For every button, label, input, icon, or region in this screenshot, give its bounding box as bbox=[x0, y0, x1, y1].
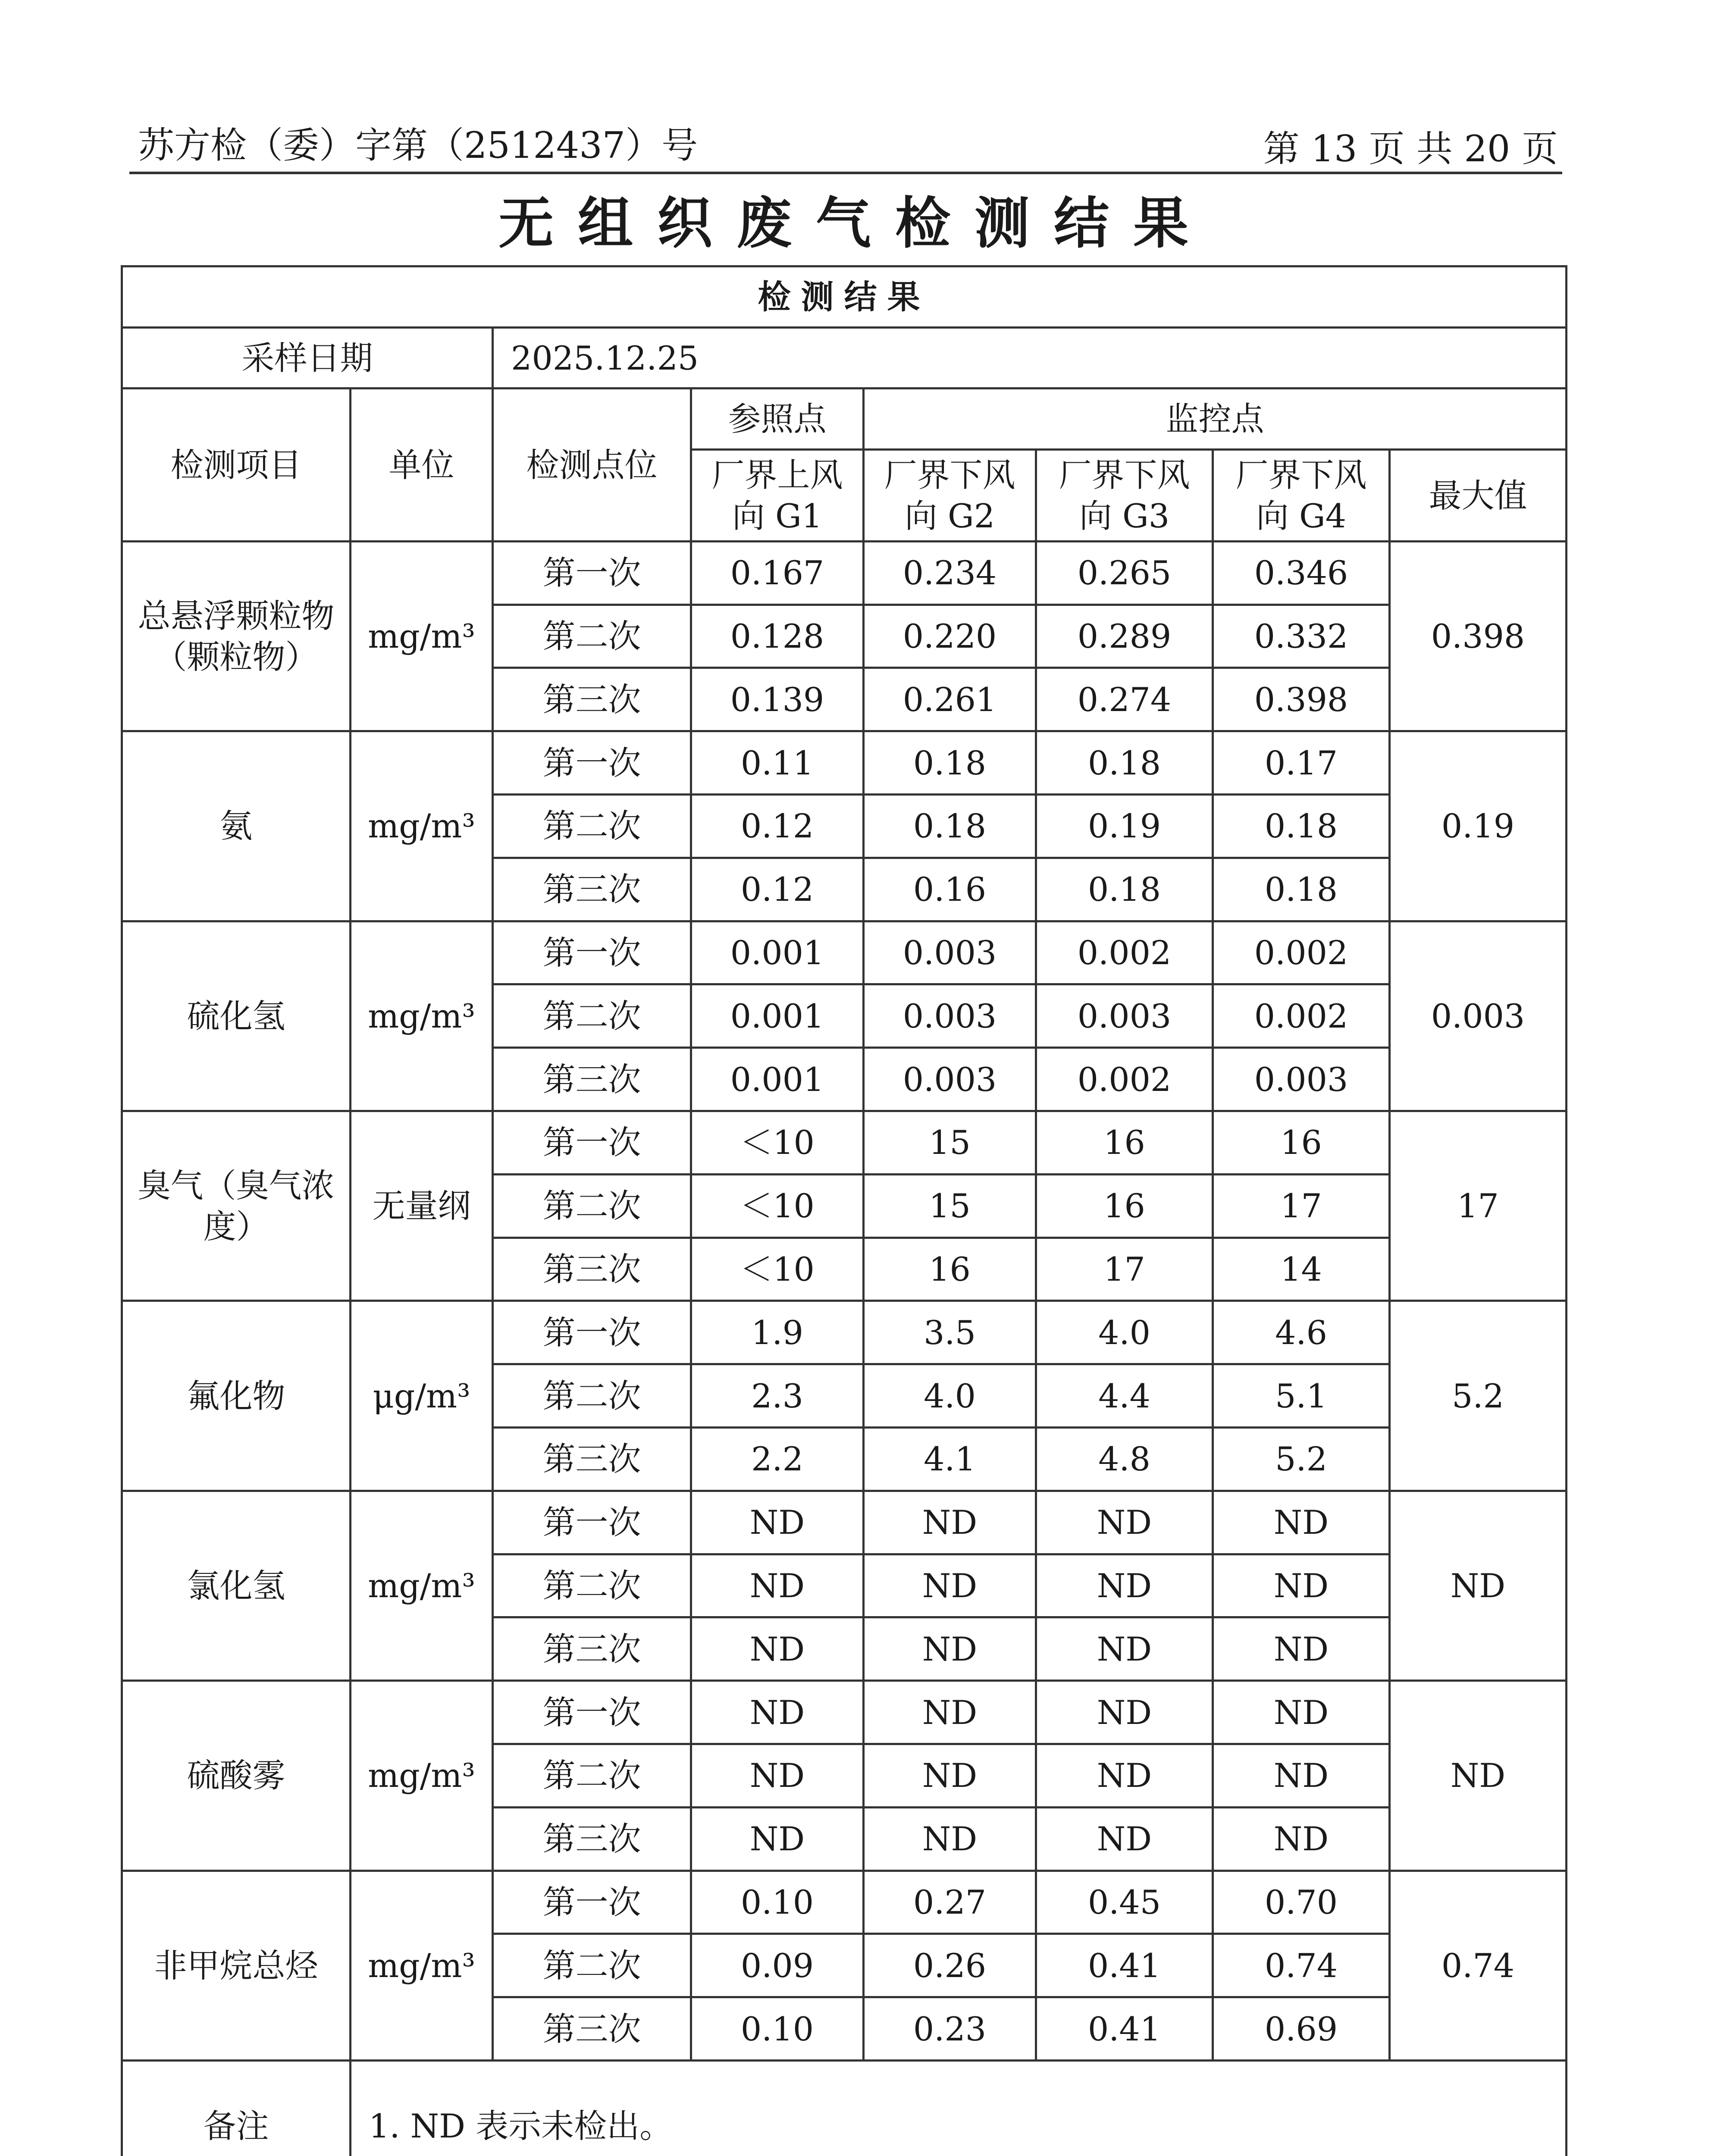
value-cell: 16 bbox=[864, 1238, 1036, 1301]
item-name: 硫化氢 bbox=[122, 921, 351, 1111]
value-cell: 15 bbox=[864, 1174, 1036, 1238]
value-cell: 4.1 bbox=[864, 1427, 1036, 1491]
sample-label: 第一次 bbox=[493, 1871, 691, 1934]
value-cell: 0.002 bbox=[1036, 921, 1213, 984]
notes-text: 1. ND 表示未检出。 bbox=[351, 2060, 1567, 2156]
value-cell: 0.002 bbox=[1213, 921, 1390, 984]
max-value: 5.2 bbox=[1390, 1301, 1567, 1491]
sample-label: 第一次 bbox=[493, 1681, 691, 1744]
item-unit: mg/m³ bbox=[351, 541, 493, 731]
item-name: 氨 bbox=[122, 731, 351, 921]
table-row bbox=[122, 731, 1567, 795]
sample-label: 第三次 bbox=[493, 858, 691, 921]
value-cell: ND bbox=[864, 1681, 1036, 1744]
sample-label: 第三次 bbox=[493, 1048, 691, 1111]
value-cell: 0.003 bbox=[864, 1048, 1036, 1111]
sample-label: 第二次 bbox=[493, 605, 691, 668]
sample-label: 第一次 bbox=[493, 921, 691, 984]
value-cell: ND bbox=[1036, 1491, 1213, 1554]
table-row bbox=[122, 1681, 1567, 1744]
value-cell: ND bbox=[864, 1617, 1036, 1681]
col-header-item: 检测项目 bbox=[122, 389, 351, 541]
value-cell: 0.41 bbox=[1036, 1934, 1213, 1997]
max-value: 17 bbox=[1390, 1111, 1567, 1300]
value-cell: ND bbox=[1213, 1554, 1390, 1617]
value-cell: ND bbox=[1036, 1744, 1213, 1807]
col-header-g1: 厂界上风向 G1 bbox=[691, 450, 864, 542]
value-cell: 0.398 bbox=[1213, 668, 1390, 731]
col-group-reference: 参照点 bbox=[691, 389, 864, 450]
sample-label: 第一次 bbox=[493, 1491, 691, 1554]
max-value: ND bbox=[1390, 1681, 1567, 1871]
sample-label: 第三次 bbox=[493, 1807, 691, 1871]
value-cell: ND bbox=[1213, 1744, 1390, 1807]
value-cell: 0.167 bbox=[691, 541, 864, 605]
sampling-date-label: 采样日期 bbox=[122, 327, 493, 389]
notes-label: 备注 bbox=[122, 2060, 351, 2156]
notes-row bbox=[122, 2060, 1567, 2156]
sample-label: 第二次 bbox=[493, 1554, 691, 1617]
value-cell: 0.11 bbox=[691, 731, 864, 795]
value-cell: 0.265 bbox=[1036, 541, 1213, 605]
value-cell: 1.9 bbox=[691, 1301, 864, 1364]
value-cell: 4.8 bbox=[1036, 1427, 1213, 1491]
value-cell: 0.002 bbox=[1213, 984, 1390, 1048]
value-cell: 17 bbox=[1213, 1174, 1390, 1238]
value-cell: ND bbox=[1036, 1617, 1213, 1681]
value-cell: 2.3 bbox=[691, 1364, 864, 1428]
value-cell: 0.003 bbox=[864, 921, 1036, 984]
table-caption: 检测结果 bbox=[122, 266, 1567, 328]
sample-label: 第三次 bbox=[493, 1238, 691, 1301]
value-cell: ND bbox=[1036, 1554, 1213, 1617]
value-cell: 0.289 bbox=[1036, 605, 1213, 668]
value-cell: 15 bbox=[864, 1111, 1036, 1174]
value-cell: 0.74 bbox=[1213, 1934, 1390, 1997]
value-cell: 0.18 bbox=[864, 795, 1036, 858]
value-cell: ＜10 bbox=[691, 1238, 864, 1301]
value-cell: ND bbox=[691, 1807, 864, 1871]
value-cell: ND bbox=[1213, 1617, 1390, 1681]
value-cell: 2.2 bbox=[691, 1427, 864, 1491]
item-name: 硫酸雾 bbox=[122, 1681, 351, 1871]
value-cell: 4.0 bbox=[1036, 1301, 1213, 1364]
value-cell: 0.09 bbox=[691, 1934, 864, 1997]
value-cell: ND bbox=[1213, 1491, 1390, 1554]
value-cell: 0.220 bbox=[864, 605, 1036, 668]
value-cell: 0.19 bbox=[1036, 795, 1213, 858]
value-cell: 17 bbox=[1036, 1238, 1213, 1301]
value-cell: 0.10 bbox=[691, 1871, 864, 1934]
value-cell: ND bbox=[864, 1807, 1036, 1871]
table-row bbox=[122, 921, 1567, 984]
sampling-date-value: 2025.12.25 bbox=[493, 327, 1567, 389]
item-name: 氟化物 bbox=[122, 1301, 351, 1491]
max-value: 0.003 bbox=[1390, 921, 1567, 1111]
value-cell: 0.27 bbox=[864, 1871, 1036, 1934]
value-cell: 0.332 bbox=[1213, 605, 1390, 668]
table-row bbox=[122, 1301, 1567, 1364]
sample-label: 第三次 bbox=[493, 1617, 691, 1681]
table-row bbox=[122, 1491, 1567, 1554]
value-cell: 0.12 bbox=[691, 795, 864, 858]
value-cell: 5.1 bbox=[1213, 1364, 1390, 1428]
value-cell: 0.18 bbox=[1036, 858, 1213, 921]
value-cell: 0.69 bbox=[1213, 1997, 1390, 2061]
sample-label: 第二次 bbox=[493, 1174, 691, 1238]
item-unit: μg/m³ bbox=[351, 1301, 493, 1491]
value-cell: ND bbox=[864, 1491, 1036, 1554]
value-cell: 0.18 bbox=[1213, 858, 1390, 921]
table-row bbox=[122, 1111, 1567, 1174]
sample-label: 第三次 bbox=[493, 1427, 691, 1491]
value-cell: 0.16 bbox=[864, 858, 1036, 921]
report-number: 苏方检（委）字第（2512437）号 bbox=[138, 124, 698, 166]
sample-label: 第一次 bbox=[493, 731, 691, 795]
col-header-max: 最大值 bbox=[1390, 450, 1567, 542]
sample-label: 第二次 bbox=[493, 1744, 691, 1807]
value-cell: 0.128 bbox=[691, 605, 864, 668]
page-indicator: 第 13 页 共 20 页 bbox=[1263, 128, 1558, 170]
value-cell: 0.001 bbox=[691, 1048, 864, 1111]
value-cell: 0.41 bbox=[1036, 1997, 1213, 2061]
value-cell: ND bbox=[1036, 1681, 1213, 1744]
max-value: 0.398 bbox=[1390, 541, 1567, 731]
item-unit: mg/m³ bbox=[351, 1681, 493, 1871]
value-cell: 0.234 bbox=[864, 541, 1036, 605]
value-cell: ND bbox=[1213, 1681, 1390, 1744]
max-value: ND bbox=[1390, 1491, 1567, 1680]
value-cell: ND bbox=[691, 1554, 864, 1617]
value-cell: 0.003 bbox=[1036, 984, 1213, 1048]
table-row bbox=[122, 541, 1567, 605]
value-cell: 3.5 bbox=[864, 1301, 1036, 1364]
value-cell: ND bbox=[864, 1554, 1036, 1617]
sample-label: 第一次 bbox=[493, 1301, 691, 1364]
value-cell: 0.001 bbox=[691, 984, 864, 1048]
value-cell: 0.002 bbox=[1036, 1048, 1213, 1111]
value-cell: 0.346 bbox=[1213, 541, 1390, 605]
value-cell: 0.17 bbox=[1213, 731, 1390, 795]
item-unit: mg/m³ bbox=[351, 731, 493, 921]
value-cell: 0.26 bbox=[864, 1934, 1036, 1997]
value-cell: 0.10 bbox=[691, 1997, 864, 2061]
value-cell: ND bbox=[691, 1744, 864, 1807]
value-cell: 0.18 bbox=[864, 731, 1036, 795]
value-cell: 0.003 bbox=[1213, 1048, 1390, 1111]
value-cell: 0.139 bbox=[691, 668, 864, 731]
value-cell: ND bbox=[691, 1617, 864, 1681]
value-cell: ND bbox=[1213, 1807, 1390, 1871]
col-header-g4: 厂界下风向 G4 bbox=[1213, 450, 1390, 542]
value-cell: ND bbox=[691, 1491, 864, 1554]
item-unit: mg/m³ bbox=[351, 1871, 493, 2060]
value-cell: ＜10 bbox=[691, 1111, 864, 1174]
value-cell: 0.18 bbox=[1213, 795, 1390, 858]
value-cell: 4.4 bbox=[1036, 1364, 1213, 1428]
item-unit: 无量纲 bbox=[351, 1111, 493, 1300]
value-cell: ND bbox=[1036, 1807, 1213, 1871]
item-unit: mg/m³ bbox=[351, 1491, 493, 1680]
col-group-monitor: 监控点 bbox=[864, 389, 1567, 450]
col-header-g3: 厂界下风向 G3 bbox=[1036, 450, 1213, 542]
value-cell: 0.23 bbox=[864, 1997, 1036, 2061]
sample-label: 第三次 bbox=[493, 1997, 691, 2061]
item-name: 臭气（臭气浓度） bbox=[122, 1111, 351, 1300]
document-title: 无组织废气检测结果 bbox=[498, 191, 1213, 256]
item-unit: mg/m³ bbox=[351, 921, 493, 1111]
value-cell: ＜10 bbox=[691, 1174, 864, 1238]
results-table bbox=[121, 265, 1567, 2156]
value-cell: 0.274 bbox=[1036, 668, 1213, 731]
col-header-g2: 厂界下风向 G2 bbox=[864, 450, 1036, 542]
sample-label: 第二次 bbox=[493, 1364, 691, 1428]
item-name: 非甲烷总烃 bbox=[122, 1871, 351, 2060]
value-cell: ND bbox=[864, 1744, 1036, 1807]
table-row bbox=[122, 1871, 1567, 1934]
value-cell: ND bbox=[691, 1681, 864, 1744]
value-cell: 0.18 bbox=[1036, 731, 1213, 795]
value-cell: 4.0 bbox=[864, 1364, 1036, 1428]
sample-label: 第三次 bbox=[493, 668, 691, 731]
value-cell: 16 bbox=[1036, 1111, 1213, 1174]
value-cell: 16 bbox=[1036, 1174, 1213, 1238]
value-cell: 0.70 bbox=[1213, 1871, 1390, 1934]
value-cell: 5.2 bbox=[1213, 1427, 1390, 1491]
value-cell: 14 bbox=[1213, 1238, 1390, 1301]
sample-label: 第二次 bbox=[493, 984, 691, 1048]
col-header-unit: 单位 bbox=[351, 389, 493, 541]
value-cell: 4.6 bbox=[1213, 1301, 1390, 1364]
header-divider bbox=[129, 172, 1562, 174]
value-cell: 0.12 bbox=[691, 858, 864, 921]
sample-label: 第二次 bbox=[493, 1934, 691, 1997]
col-header-point: 检测点位 bbox=[493, 389, 691, 541]
sample-label: 第一次 bbox=[493, 541, 691, 605]
sample-label: 第二次 bbox=[493, 795, 691, 858]
value-cell: 0.45 bbox=[1036, 1871, 1213, 1934]
value-cell: 0.003 bbox=[864, 984, 1036, 1048]
max-value: 0.74 bbox=[1390, 1871, 1567, 2060]
max-value: 0.19 bbox=[1390, 731, 1567, 921]
value-cell: 16 bbox=[1213, 1111, 1390, 1174]
item-name: 总悬浮颗粒物（颗粒物） bbox=[122, 541, 351, 731]
value-cell: 0.001 bbox=[691, 921, 864, 984]
value-cell: 0.261 bbox=[864, 668, 1036, 731]
sample-label: 第一次 bbox=[493, 1111, 691, 1174]
item-name: 氯化氢 bbox=[122, 1491, 351, 1680]
